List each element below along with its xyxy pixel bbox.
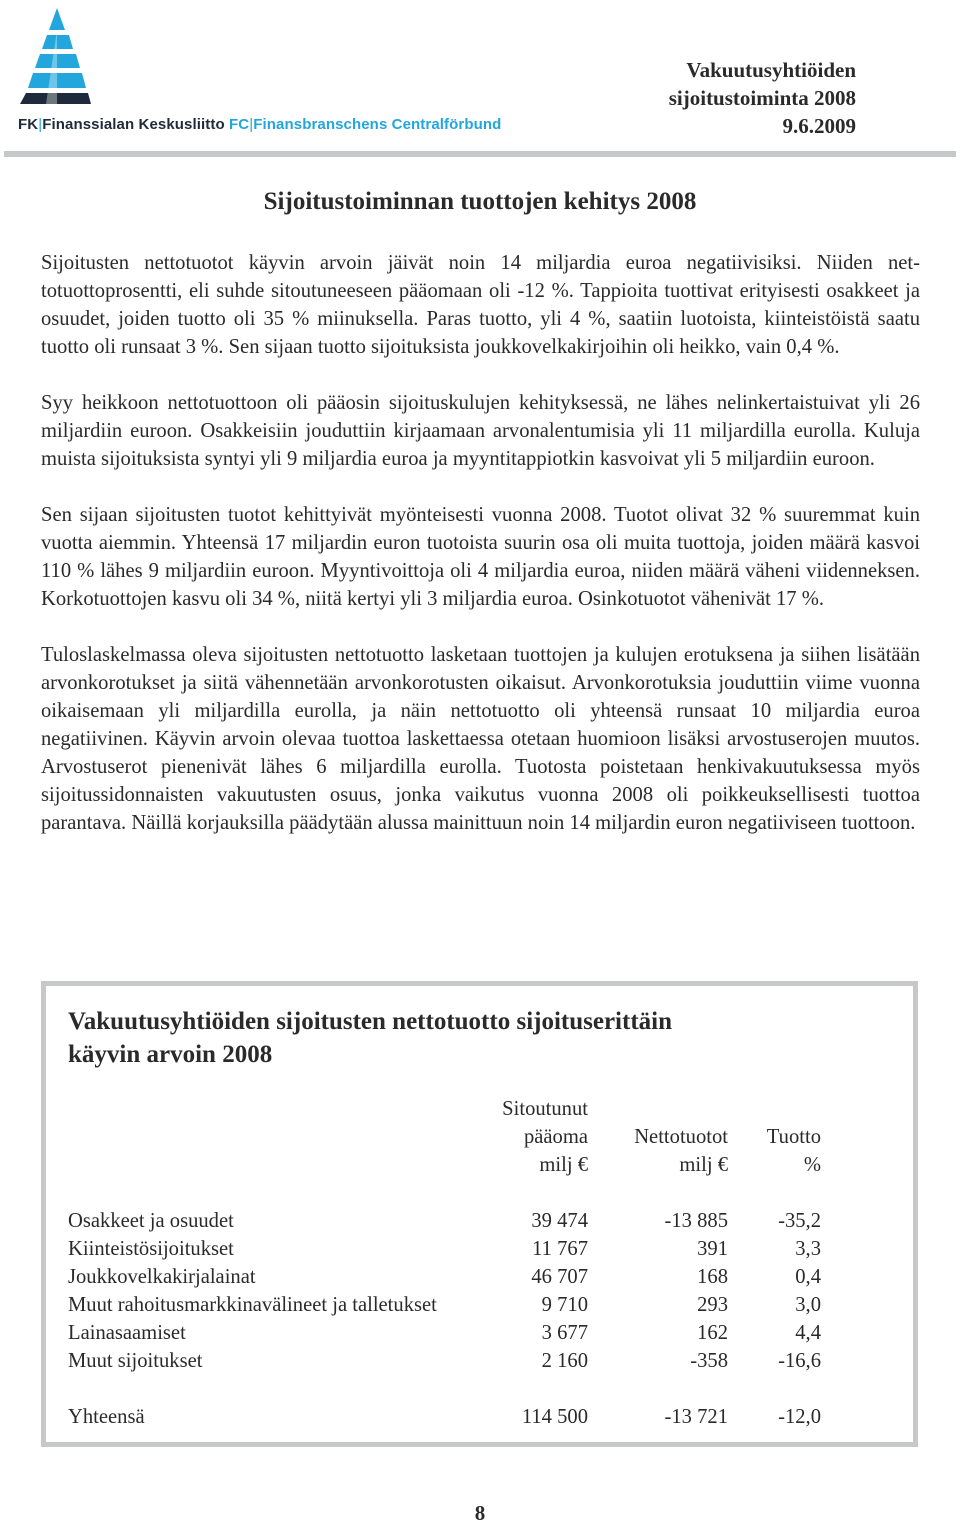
row-return: 3,3 [795, 1238, 821, 1260]
column-header-return [767, 1123, 821, 1179]
row-return: 3,0 [795, 1294, 821, 1316]
total-capital: 114 500 [521, 1406, 588, 1428]
column-header-return-line1: Tuotto [766, 1126, 821, 1148]
page-number: 8 [474, 1501, 486, 1525]
total-label: Yhteensä [68, 1406, 145, 1428]
row-net: 391 [697, 1238, 728, 1260]
row-capital: 2 160 [541, 1350, 588, 1372]
doc-date: 9.6.2009 [782, 114, 856, 138]
investment-return-table [41, 981, 918, 1447]
row-return: -35,2 [778, 1210, 821, 1232]
row-label: Osakkeet ja osuudet [68, 1210, 234, 1232]
row-label: Muut sijoitukset [68, 1350, 203, 1372]
table-title [68, 1005, 672, 1071]
page-title: Sijoitustoiminnan tuottojen kehitys 2008 [263, 188, 697, 215]
table-title-line2: käyvin arvoin 2008 [68, 1041, 273, 1068]
paragraph: Sen sijaan sijoitusten tuotot kehittyivät myönteisesti vuonna 2008. Tuotot olivat 32 % suuremmat kuin vuotta aiemmin. Yhteensä 17 miljardin euron tuotoista suurin osa oli muita tuottoja, joiden määrä kasvoi 110 % lähes 9 miljardiin euroon. Myyntivoittoja oli 4 miljardia euroa, niiden määrä väheni viidenneksen. Korkotuottojen kasvu oli 34 %, niitä kertyi yli 3 miljardia euroa. Osinkotuotot vähenivät 17 %. [41, 504, 920, 610]
row-capital: 39 474 [531, 1210, 588, 1232]
total-net: -13 721 [664, 1406, 728, 1428]
org-fk-name: Finanssialan Keskusliitto [42, 116, 225, 133]
article-body [41, 249, 920, 865]
row-net: -13 885 [664, 1210, 728, 1232]
row-capital: 9 710 [541, 1294, 588, 1316]
row-label: Muut rahoitusmarkkinavälineet ja talletukset [68, 1294, 437, 1316]
org-fc-name: Finansbranschens Centralförbund [253, 116, 502, 133]
row-net: -358 [690, 1350, 728, 1372]
column-header-net [634, 1123, 728, 1179]
row-return: -16,6 [778, 1350, 821, 1372]
doc-title-line1: Vakuutusyhtiöiden [686, 58, 856, 82]
row-return: 0,4 [795, 1266, 821, 1288]
header-divider [4, 151, 956, 157]
column-header-capital-line1: Sitoutunut [502, 1098, 588, 1120]
org-separator: | [38, 116, 43, 133]
column-header-capital-unit: milj € [539, 1154, 588, 1176]
org-fk-abbr: FK [18, 116, 39, 133]
column-header-net-line1: Nettotuotot [634, 1126, 728, 1148]
document-meta [669, 56, 856, 140]
column-header-net-unit: milj € [679, 1154, 728, 1176]
row-capital: 46 707 [531, 1266, 588, 1288]
row-return: 4,4 [795, 1322, 821, 1344]
table-title-line1: Vakuutusyhtiöiden sijoitusten nettotuotto sijoituserittäin [68, 1008, 673, 1035]
organization-name [18, 116, 501, 133]
doc-title-line2: sijoitustoiminta 2008 [668, 86, 856, 110]
paragraph: Sijoitusten nettotuotot käyvin arvoin jäivät noin 14 miljardia euroa negatiivisiksi. Niiden nettotuottoprosentti, eli suhde sitoutuneeseen pääomaan oli -12 %. Tappioita tuottivat erityisesti osakkeet ja osuudet, joiden tuotto oli 35 % miinuksella. Paras tuotto, yli 4 %, saatiin luotoista, kiinteistöistä saatu tuotto oli runsaat 3 %. Sen sijaan tuotto sijoituksista joukkovelkakirjoihin oli heikko, vain 0,4 %. [41, 252, 920, 358]
column-header-capital-line2: pääoma [523, 1126, 588, 1148]
row-net: 162 [697, 1322, 728, 1344]
org-fc-abbr: FC [229, 116, 250, 133]
row-label: Kiinteistösijoitukset [68, 1238, 234, 1260]
column-header-return-unit: % [803, 1154, 821, 1176]
row-net: 168 [697, 1266, 728, 1288]
paragraph: Syy heikkoon nettotuottoon oli pääosin sijoituskulujen kehityksessä, ne lähes nelinkertaistuivat yli 26 miljardiin euroon. Osakkeisiin jouduttiin kirjaamaan arvonalentumisia yli 11 miljardilla eurolla. Kuluja muista sijoituksista syntyi yli 9 miljardia euroa ja myyntitappiotkin kasvoivat yli 5 miljardiin euroon. [41, 392, 920, 470]
row-capital: 3 677 [541, 1322, 588, 1344]
row-label: Lainasaamiset [68, 1322, 186, 1344]
paragraph: Tuloslaskelmassa oleva sijoitusten nettotuotto lasketaan tuottojen ja kulujen erotuksena ja siihen lisätään arvonkorotukset ja siitä vähennetään arvonkorotusten oikaisut. Arvonkorotuksia jouduttiin viime vuonna oikaisemaan yli miljardilla eurolla, ja näin nettotuotto oli yhteensä runsaat 10 miljardia euroa negatiivinen. Käyvin arvoin olevaa tuottoa laskettaessa otetaan huomioon lisäksi arvostuserojen muutos. Arvostuserot pienenivät lähes 6 miljardilla eurolla. Tuotosta poistetaan henkivakuutuksessa myös sijoitussidonnaisten vakuutusten osuus, jonka vaikutus vuonna 2008 oli poikkeuksellisesti tuottoa parantava. Näillä korjauksilla päädytään alussa mainittuun noin 14 miljardin euron negatiiviseen tuottoon. [41, 644, 920, 834]
row-capital: 11 767 [532, 1238, 588, 1260]
column-header-capital [502, 1095, 588, 1179]
org-separator: | [249, 116, 254, 133]
row-net: 293 [697, 1294, 728, 1316]
fk-logo-sail-icon [20, 8, 94, 106]
total-return: -12,0 [778, 1406, 821, 1428]
row-label: Joukkovelkakirjalainat [68, 1266, 256, 1288]
